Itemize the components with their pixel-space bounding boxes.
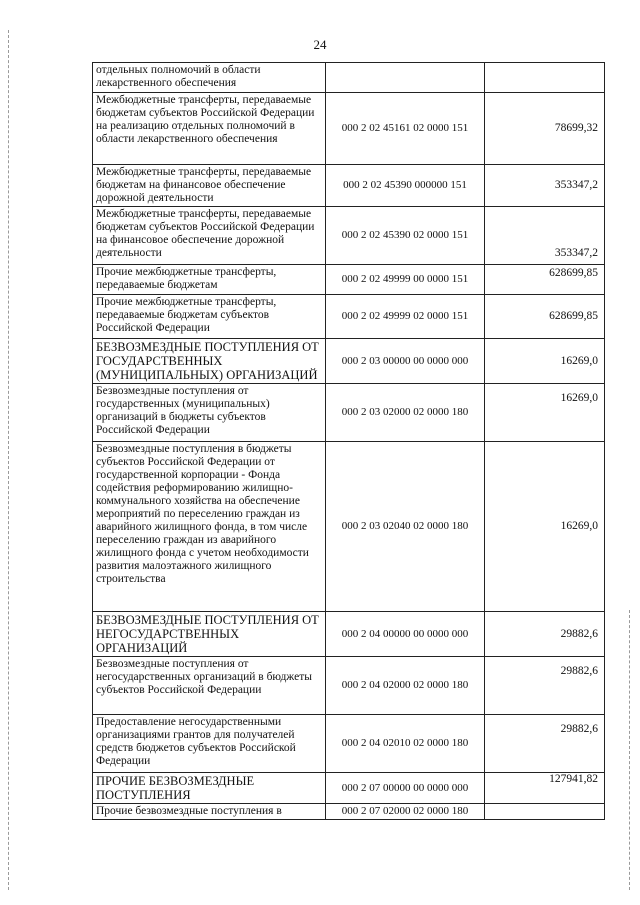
row-code: 000 2 04 02010 02 0000 180 bbox=[326, 715, 485, 773]
row-code: 000 2 02 45161 02 0000 151 bbox=[326, 93, 485, 165]
row-amount: 628699,85 bbox=[485, 265, 605, 295]
table-row bbox=[93, 384, 605, 442]
row-name: Межбюджетные трансферты, передаваемые бюджетам субъектов Российской Федерации на реализацию отдельных полномочий в области лекарственного обеспечения bbox=[93, 93, 326, 165]
row-name: БЕЗВОЗМЕЗДНЫЕ ПОСТУПЛЕНИЯ ОТ НЕГОСУДАРСТВЕННЫХ ОРГАНИЗАЦИЙ bbox=[93, 612, 326, 657]
row-name: отдельных полномочий в области лекарственного обеспечения bbox=[93, 63, 326, 93]
table-row bbox=[93, 207, 605, 265]
page-number: 24 bbox=[313, 37, 327, 52]
table-row bbox=[93, 442, 605, 612]
row-name: Прочие безвозмездные поступления в bbox=[93, 804, 326, 820]
row-code: 000 2 02 45390 000000 151 bbox=[326, 165, 485, 207]
row-amount: 127941,82 bbox=[485, 773, 605, 804]
row-name: Предоставление негосударственными организациями грантов для получателей средств бюджетов субъектов Российской Федерации bbox=[93, 715, 326, 773]
row-name: Безвозмездные поступления в бюджеты субъектов Российской Федерации от государственной корпорации - Фонда содействия реформированию жилищно-коммунального хозяйства на обеспечение мероприятий по переселению граждан из аварийного жилищного фонда, в том числе переселению граждан из аварийного жилищного фонда с учетом необходимости развития малоэтажного жилищного строительства bbox=[93, 442, 326, 612]
row-amount: 16269,0 bbox=[485, 339, 605, 384]
scan-edge-right bbox=[629, 610, 630, 890]
table-row bbox=[93, 93, 605, 165]
table-row bbox=[93, 339, 605, 384]
row-amount: 78699,32 bbox=[485, 93, 605, 165]
row-name: Межбюджетные трансферты, передаваемые бюджетам на финансовое обеспечение дорожной деятельности bbox=[93, 165, 326, 207]
row-name: Безвозмездные поступления от государственных (муниципальных) организаций в бюджеты субъектов Российской Федерации bbox=[93, 384, 326, 442]
row-name: БЕЗВОЗМЕЗДНЫЕ ПОСТУПЛЕНИЯ ОТ ГОСУДАРСТВЕННЫХ (МУНИЦИПАЛЬНЫХ) ОРГАНИЗАЦИЙ bbox=[93, 339, 326, 384]
row-name: Прочие межбюджетные трансферты, передаваемые бюджетам bbox=[93, 265, 326, 295]
row-code: 000 2 07 00000 00 0000 000 bbox=[326, 773, 485, 804]
row-code: 000 2 04 00000 00 0000 000 bbox=[326, 612, 485, 657]
row-code: 000 2 02 49999 00 0000 151 bbox=[326, 265, 485, 295]
table-row bbox=[93, 295, 605, 339]
row-code: 000 2 03 02000 02 0000 180 bbox=[326, 384, 485, 442]
row-name: Безвозмездные поступления от негосударственных организаций в бюджеты субъектов Российской Федерации bbox=[93, 657, 326, 715]
table-row bbox=[93, 165, 605, 207]
row-amount: 16269,0 bbox=[485, 442, 605, 612]
row-code: 000 2 04 02000 02 0000 180 bbox=[326, 657, 485, 715]
scan-edge-left bbox=[8, 30, 9, 890]
row-amount bbox=[485, 63, 605, 93]
table-row bbox=[93, 612, 605, 657]
table-row bbox=[93, 265, 605, 295]
row-code: 000 2 03 02040 02 0000 180 bbox=[326, 442, 485, 612]
row-code: 000 2 03 00000 00 0000 000 bbox=[326, 339, 485, 384]
row-code: 000 2 07 02000 02 0000 180 bbox=[326, 804, 485, 820]
row-amount: 29882,6 bbox=[485, 715, 605, 773]
row-amount bbox=[485, 804, 605, 820]
row-name: ПРОЧИЕ БЕЗВОЗМЕЗДНЫЕ ПОСТУПЛЕНИЯ bbox=[93, 773, 326, 804]
row-amount: 353347,2 bbox=[485, 165, 605, 207]
row-amount: 628699,85 bbox=[485, 295, 605, 339]
row-amount: 29882,6 bbox=[485, 657, 605, 715]
table-row bbox=[93, 804, 605, 820]
row-amount: 29882,6 bbox=[485, 612, 605, 657]
row-code: 000 2 02 49999 02 0000 151 bbox=[326, 295, 485, 339]
table-row bbox=[93, 657, 605, 715]
budget-table bbox=[92, 62, 598, 820]
row-amount: 16269,0 bbox=[485, 384, 605, 442]
row-name: Межбюджетные трансферты, передаваемые бюджетам субъектов Российской Федерации на финансовое обеспечение дорожной деятельности bbox=[93, 207, 326, 265]
row-code: 000 2 02 45390 02 0000 151 bbox=[326, 207, 485, 265]
row-name: Прочие межбюджетные трансферты, передаваемые бюджетам субъектов Российской Федерации bbox=[93, 295, 326, 339]
row-amount: 353347,2 bbox=[485, 207, 605, 265]
table-row bbox=[93, 715, 605, 773]
row-code bbox=[326, 63, 485, 93]
table-row bbox=[93, 773, 605, 804]
table-row bbox=[93, 63, 605, 93]
